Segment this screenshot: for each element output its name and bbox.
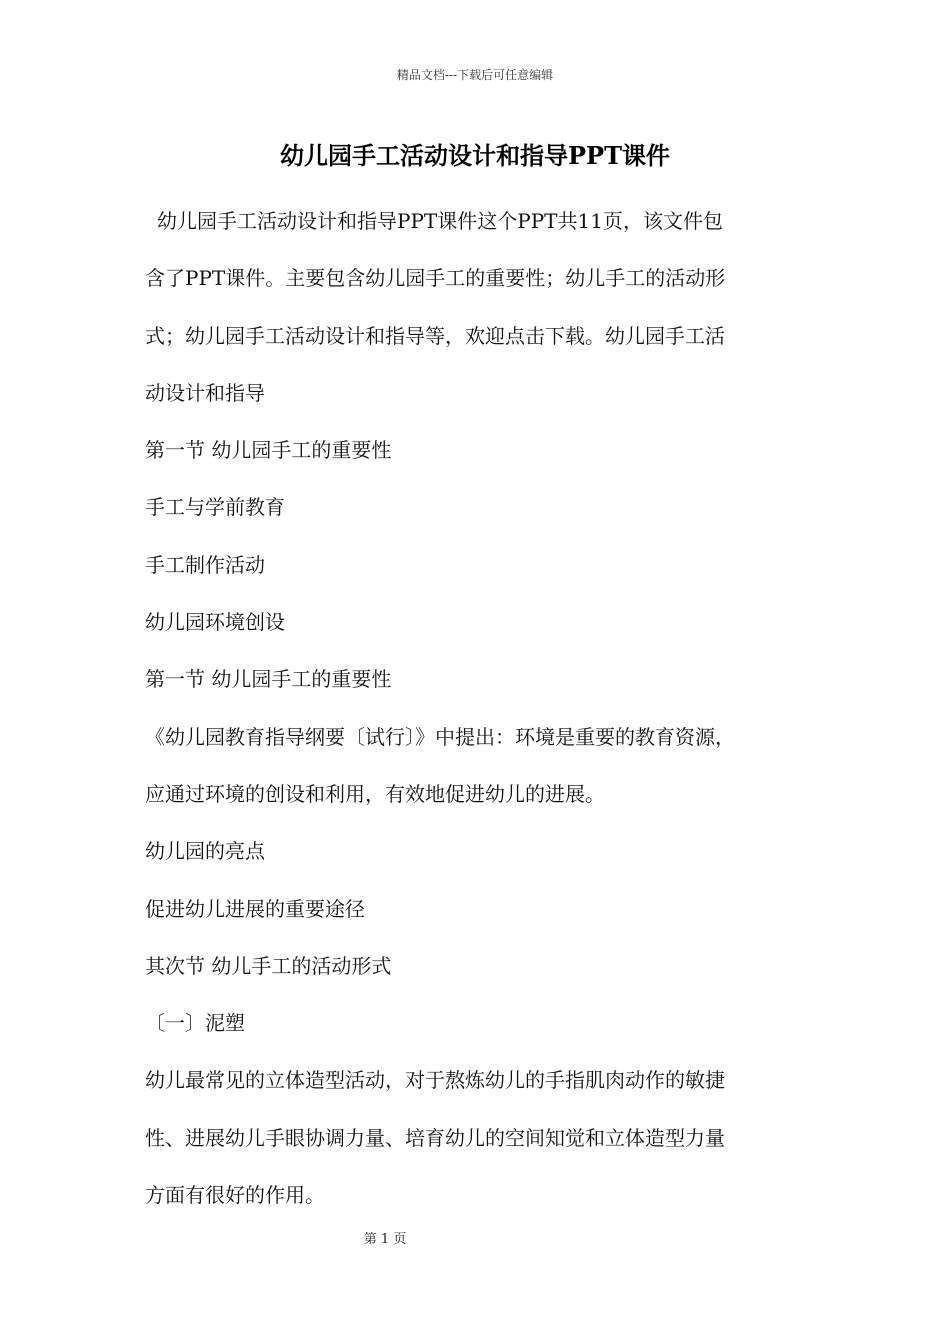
- subsection-heading: 〔一〕泥塑: [145, 1011, 245, 1036]
- document-body: [145, 206, 820, 1237]
- section-heading: 第一节 幼儿园手工的重要性: [145, 667, 392, 692]
- body-line: 幼儿园环境创设: [145, 610, 285, 635]
- document-title: 幼儿园手工活动设计和指导PPT课件: [280, 141, 670, 170]
- body-line: 性、进展幼儿手眼协调力量、培育幼儿的空间知觉和立体造型力量: [145, 1125, 725, 1150]
- body-line: 手工制作活动: [145, 552, 265, 577]
- body-line: 含了PPT课件。主要包含幼儿园手工的重要性；幼儿手工的活动形: [145, 266, 726, 291]
- body-line: 式；幼儿园手工活动设计和指导等，欢迎点击下载。幼儿园手工活: [145, 323, 725, 348]
- body-line: 幼儿园手工活动设计和指导PPT课件这个PPT共11页，该文件包: [157, 209, 723, 233]
- body-line: 方面有很好的作用。: [145, 1183, 325, 1208]
- page-number: 第 1 页: [363, 1232, 407, 1247]
- section-heading: 第一节 幼儿园手工的重要性: [145, 438, 392, 463]
- page-header: 精品文档---下载后可任意编辑: [396, 68, 554, 82]
- body-line: 幼儿园的亮点: [145, 839, 265, 864]
- body-line: 应通过环境的创设和利用，有效地促进幼儿的进展。: [145, 781, 605, 806]
- body-line: 《幼儿园教育指导纲要〔试行〕》中提出：环境是重要的教育资源，: [145, 724, 735, 749]
- body-line: 幼儿最常见的立体造型活动，对于熬炼幼儿的手指肌肉动作的敏捷: [145, 1068, 725, 1093]
- body-line: 手工与学前教育: [145, 495, 285, 520]
- body-line: 促进幼儿进展的重要途径: [145, 896, 365, 921]
- body-line: 动设计和指导: [145, 380, 265, 405]
- section-heading: 其次节 幼儿手工的活动形式: [145, 953, 392, 978]
